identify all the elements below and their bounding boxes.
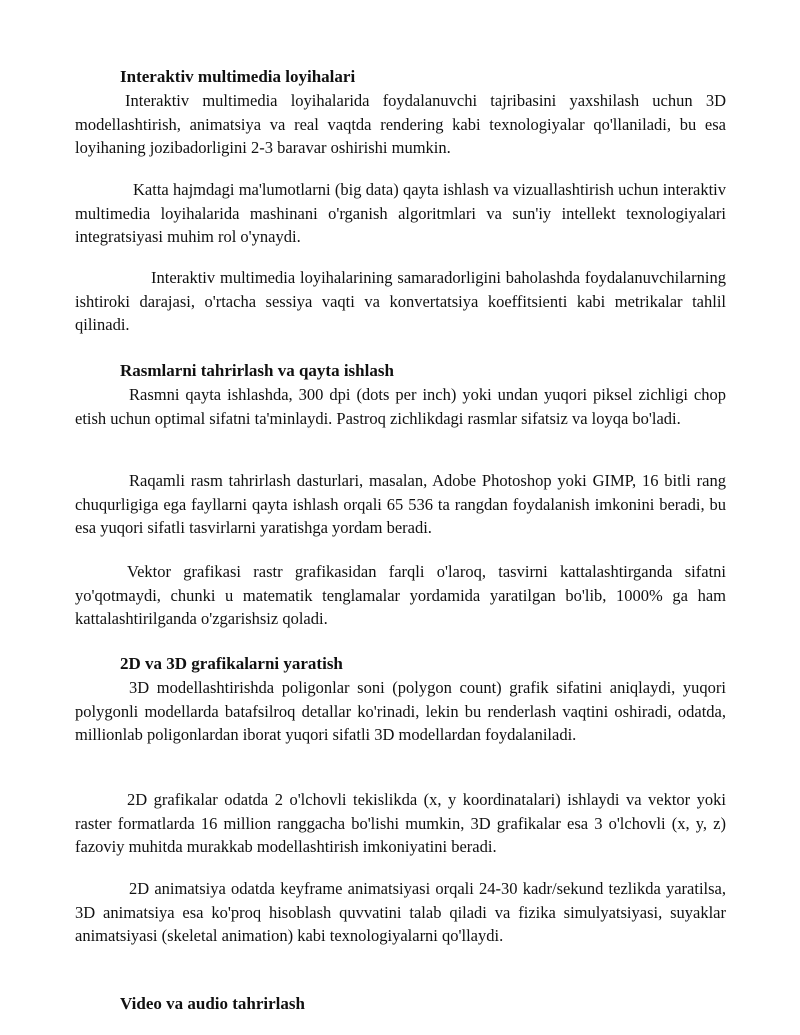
paragraph: [75, 560, 726, 631]
paragraph-text: Interaktiv multimedia loyihalarida foydalanuvchi tajribasini yaxshilash uchun 3D modellashtirish, animatsiya va real vaqtda rendering kabi texnologiyalar qo'llaniladi, bu esa loyihaning jozibadorligini 2-3 baravar oshirishi mumkin.: [75, 91, 726, 157]
paragraph: [75, 877, 726, 948]
section-heading: 2D va 3D grafikalarni yaratish: [120, 654, 343, 673]
paragraph-text: 2D grafikalar odatda 2 o'lchovli tekislikda (x, y koordinatalari) ishlaydi va vektor yoki raster formatlarda 16 million ranggacha bo'lishi mumkin, 3D grafikalar esa 3 o'lchovli (x, y, z) fazoviy muhitda murakkab modellashtirish imkoniyatini beradi.: [75, 790, 726, 856]
section-heading: Rasmlarni tahrirlash va qayta ishlash: [120, 361, 394, 380]
paragraph: [75, 469, 726, 540]
paragraph: [75, 676, 726, 747]
section-heading: Interaktiv multimedia loyihalari: [120, 67, 356, 86]
paragraph: [75, 383, 726, 430]
paragraph: [75, 788, 726, 859]
paragraph-text: Interaktiv multimedia loyihalarining samaradorligini baholashda foydalanuvchilarning ishtiroki darajasi, o'rtacha sessiya vaqti va konvertatsiya koeffitsienti kabi metrikalar tahlil qilinadi.: [75, 268, 726, 334]
paragraph-text: 3D modellashtirishda poligonlar soni (polygon count) grafik sifatini aniqlaydi, yuqori polygonli modellarda batafsilroq detallar ko'rinadi, lekin bu renderlash vaqtini oshiradi, odatda, millionlab poligonlardan iborat yuqori sifatli 3D modellardan foydalaniladi.: [75, 678, 726, 744]
paragraph-text: 2D animatsiya odatda keyframe animatsiyasi orqali 24-30 kadr/sekund tezlikda yaratilsa, 3D animatsiya esa ko'proq hisoblash quvvatini talab qiladi va fizika simulyatsiyasi, suyaklar animatsiyasi (skeletal animation) kabi texnologiyalarni qo'llaydi.: [75, 879, 726, 945]
paragraph: [75, 89, 726, 160]
section-heading: Video va audio tahrirlash: [120, 994, 305, 1013]
paragraph-text: Raqamli rasm tahrirlash dasturlari, masalan, Adobe Photoshop yoki GIMP, 16 bitli rang chuqurligiga ega fayllarni qayta ishlash orqali 65 536 ta rangdan foydalanish imkonini beradi, bu esa yuqori sifatli tasvirlarni yaratishga yordam beradi.: [75, 471, 726, 537]
paragraph-text: Rasmni qayta ishlashda, 300 dpi (dots per inch) yoki undan yuqori piksel zichligi chop etish uchun optimal sifatni ta'minlaydi. Pastroq zichlikdagi rasmlar sifatsiz va loyqa bo'ladi.: [75, 385, 726, 428]
paragraph: [75, 266, 726, 337]
paragraph-text: Katta hajmdagi ma'lumotlarni (big data) qayta ishlash va vizuallashtirish uchun interaktiv multimedia loyihalarida mashinani o'rganish algoritmlari va sun'iy intellekt texnologiyalari integratsiyasi muhim rol o'ynaydi.: [75, 180, 726, 246]
paragraph: [75, 178, 726, 249]
paragraph-text: Vektor grafikasi rastr grafikasidan farqli o'laroq, tasvirni kattalashtirganda sifatni yo'qotmaydi, chunki u matematik tenglamalar yordamida yaratilgan bo'lib, 1000% ga ham kattalashtirilganda o'zgarishsiz qoladi.: [75, 562, 726, 628]
